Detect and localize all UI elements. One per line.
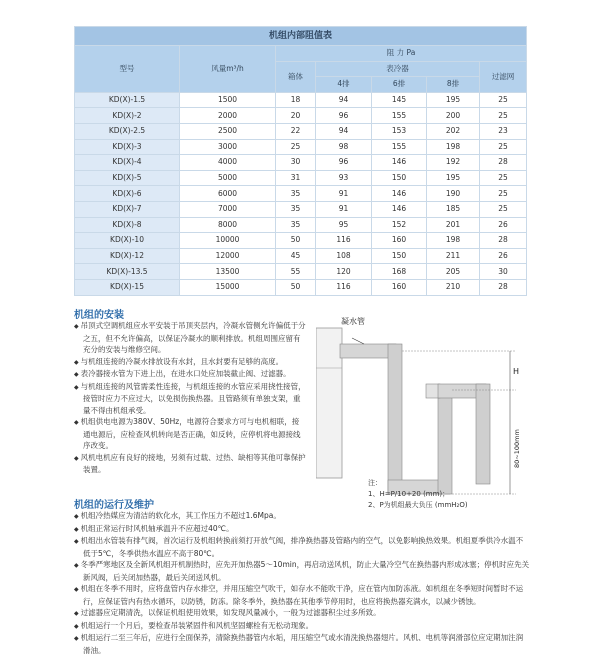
cell-airflow: 2000: [180, 108, 276, 124]
pipe-vertical-down: [388, 344, 402, 492]
cell-row4: 96: [316, 108, 372, 124]
cell-row8: 195: [427, 92, 480, 108]
unit-panel: [316, 328, 342, 478]
dim-80-label: 80~100mm: [513, 429, 521, 468]
header-row6: 6排: [372, 77, 427, 93]
cell-row8: 192: [427, 155, 480, 171]
cell-row4: 94: [316, 92, 372, 108]
cell-model: KD(X)-12: [75, 248, 180, 264]
cell-box: 35: [276, 217, 316, 233]
list-item: ◆ 与机组连接的风管需柔性连接，与机组连接的水管应采用挠性接管，接管时应力不应过大，以免损伤换热器。且管路须有单独支架，重量不得由机组承受。: [74, 381, 306, 417]
cell-filter: 23: [480, 123, 527, 139]
cell-row4: 120: [316, 264, 372, 280]
header-resistance: 阻 力 Pa: [276, 46, 527, 62]
header-box: 箱体: [276, 61, 316, 92]
cell-model: KD(X)-3: [75, 139, 180, 155]
cell-row8: 205: [427, 264, 480, 280]
resistance-table: [74, 26, 526, 296]
list-item: ◆ 过滤器应定期清洗，以保证机组使用效果，如发现风量减小，一般为过滤器积尘过多所致。: [74, 607, 530, 620]
list-item: ◆ 机组供电电源为380V、50Hz，电源符合要求方可与电机相联，接通电源后，应检查风机转向是否正确，如反转，应停机将电源接线序改变。: [74, 416, 306, 452]
cell-row6: 145: [372, 92, 427, 108]
header-row4: 4排: [316, 77, 372, 93]
cell-row4: 116: [316, 279, 372, 295]
note-title: 注：: [368, 479, 382, 487]
cell-row4: 96: [316, 155, 372, 171]
cell-airflow: 5000: [180, 170, 276, 186]
cell-row4: 108: [316, 248, 372, 264]
cell-model: KD(X)-2.5: [75, 123, 180, 139]
operation-list: [74, 510, 530, 656]
cell-row8: 185: [427, 201, 480, 217]
cell-row4: 116: [316, 233, 372, 249]
cell-airflow: 12000: [180, 248, 276, 264]
cell-model: KD(X)-1.5: [75, 92, 180, 108]
cell-filter: 26: [480, 248, 527, 264]
operation-heading: 机组的运行及维护: [74, 500, 154, 511]
list-item: ◆ 表冷器接水管为下进上出，在进水口处应加装截止阀、过滤器。: [74, 368, 306, 381]
cell-row8: 195: [427, 170, 480, 186]
cell-filter: 25: [480, 108, 527, 124]
cell-filter: 25: [480, 201, 527, 217]
install-heading: 机组的安装: [74, 310, 124, 321]
table-row: [75, 264, 527, 280]
cell-model: KD(X)-10: [75, 233, 180, 249]
cell-row8: 211: [427, 248, 480, 264]
list-item: ◆ 机组运行二至三年后，应进行全面保养，清除换热器管内水垢，用压缩空气或水清洗换热器翅片。风机、电机等润滑部位应定期加注润滑油。: [74, 632, 530, 656]
table-row: [75, 233, 527, 249]
pipe-horizontal: [340, 344, 396, 358]
cell-airflow: 3000: [180, 139, 276, 155]
cell-filter: 28: [480, 233, 527, 249]
cell-row4: 95: [316, 217, 372, 233]
cell-model: KD(X)-5: [75, 170, 180, 186]
list-item: ◆ 机组冷热媒应为清洁的软化水，其工作压力不超过1.6Mpa。: [74, 510, 530, 523]
resistance-table-grid: [74, 26, 527, 296]
table-row: [75, 248, 527, 264]
list-item: ◆ 机组出水管装有排气阀，首次运行及机组转换前须打开放气阀，排净换热器及管路内的空气，以免影响换热效果。机组夏季供冷水温不低于5℃，冬季供热水温应不高于80℃。: [74, 535, 530, 559]
cell-box: 35: [276, 201, 316, 217]
cell-row8: 200: [427, 108, 480, 124]
table-row: [75, 201, 527, 217]
cell-row6: 168: [372, 264, 427, 280]
cell-airflow: 10000: [180, 233, 276, 249]
cell-model: KD(X)-2: [75, 108, 180, 124]
cell-row4: 91: [316, 201, 372, 217]
cell-row6: 150: [372, 248, 427, 264]
cell-row8: 201: [427, 217, 480, 233]
header-airflow: 风量m³/h: [180, 46, 276, 93]
cell-row6: 150: [372, 170, 427, 186]
cell-box: 30: [276, 155, 316, 171]
table-title: 机组内部阻值表: [75, 27, 527, 46]
cell-airflow: 8000: [180, 217, 276, 233]
cell-box: 18: [276, 92, 316, 108]
cell-row8: 190: [427, 186, 480, 202]
cell-row6: 160: [372, 279, 427, 295]
cell-filter: 28: [480, 155, 527, 171]
header-row8: 8排: [427, 77, 480, 93]
list-item: ◆ 机组运行一个月后，要检查吊装紧固件和风机坚固螺栓有无松动现象。: [74, 620, 530, 633]
cell-airflow: 2500: [180, 123, 276, 139]
cell-airflow: 7000: [180, 201, 276, 217]
table-row: [75, 108, 527, 124]
table-row: [75, 139, 527, 155]
cell-model: KD(X)-13.5: [75, 264, 180, 280]
table-row: [75, 170, 527, 186]
cell-model: KD(X)-4: [75, 155, 180, 171]
cell-row6: 146: [372, 201, 427, 217]
cell-box: 50: [276, 279, 316, 295]
install-list: [74, 320, 306, 476]
cell-airflow: 1500: [180, 92, 276, 108]
cell-row8: 198: [427, 233, 480, 249]
cell-box: 45: [276, 248, 316, 264]
cell-row6: 155: [372, 139, 427, 155]
cell-airflow: 6000: [180, 186, 276, 202]
cell-model: KD(X)-6: [75, 186, 180, 202]
cell-box: 22: [276, 123, 316, 139]
table-body: [75, 92, 527, 295]
pipe-label: 凝水管: [341, 317, 365, 326]
cell-box: 55: [276, 264, 316, 280]
table-row: [75, 123, 527, 139]
header-coil: 表冷器: [316, 61, 480, 77]
cell-row8: 198: [427, 139, 480, 155]
header-filter: 过滤网: [480, 61, 527, 92]
cell-filter: 25: [480, 139, 527, 155]
cell-row6: 152: [372, 217, 427, 233]
pipe-label-leader: [352, 338, 364, 344]
cell-filter: 26: [480, 217, 527, 233]
note-2: 2、P为机组最大负压 (mmH₂O): [368, 501, 468, 509]
cell-row6: 155: [372, 108, 427, 124]
diagram-notes: [368, 478, 538, 511]
cell-row4: 98: [316, 139, 372, 155]
cell-row4: 91: [316, 186, 372, 202]
cell-row8: 210: [427, 279, 480, 295]
list-item: ◆ 机组在冬季不用时，应将盘管内存水排空，并用压缩空气吹干，如存水不能吹干净，应在管内加防冻液。如机组在冬季短时间暂时不运行，应保证管内有热水循环，以防锈，防冻。除冬季外，换热器在其他季节停用时，也应将换热器充满水，以减少锈蚀。: [74, 583, 530, 607]
pipe-outlet-down: [476, 384, 490, 484]
table-row: [75, 279, 527, 295]
cell-airflow: 4000: [180, 155, 276, 171]
cell-model: KD(X)-8: [75, 217, 180, 233]
cell-filter: 25: [480, 170, 527, 186]
cell-row6: 146: [372, 186, 427, 202]
header-model: 型号: [75, 46, 180, 93]
cell-box: 31: [276, 170, 316, 186]
cell-box: 35: [276, 186, 316, 202]
cell-row4: 94: [316, 123, 372, 139]
cell-row4: 93: [316, 170, 372, 186]
cell-filter: 28: [480, 279, 527, 295]
cell-filter: 25: [480, 186, 527, 202]
note-1: 1、H=P/10+20 (mm)；: [368, 490, 450, 498]
cell-filter: 30: [480, 264, 527, 280]
list-item: ◆ 与机组连接的冷凝水排放设有水封，且水封要有足够的高度。: [74, 356, 306, 369]
list-item: ◆ 吊顶式空调机组应水平安装于吊顶夹层内，冷凝水管侧允许偏低于分之五，但不允许偏高，以保证冷凝水的顺利排放。机组周围应留有充分的安装与维修空间。: [74, 320, 306, 356]
table-row: [75, 155, 527, 171]
cell-row6: 153: [372, 123, 427, 139]
cell-row6: 146: [372, 155, 427, 171]
table-row: [75, 186, 527, 202]
cell-model: KD(X)-7: [75, 201, 180, 217]
list-item: ◆ 冬季严寒地区及全新风机组开机制热时，应先开加热器5～10min，再启动送风机，防止大量冷空气在换热器内形成冰塞；停机时应先关新风阀，后关闭加热器，最后关闭送风机。: [74, 559, 530, 583]
cell-box: 20: [276, 108, 316, 124]
cell-airflow: 15000: [180, 279, 276, 295]
cell-row6: 160: [372, 233, 427, 249]
cell-box: 50: [276, 233, 316, 249]
table-row: [75, 217, 527, 233]
list-item: ◆ 风机电机应有良好的接地，另须有过载、过热、缺相等其他可靠保护装置。: [74, 452, 306, 476]
cell-model: KD(X)-15: [75, 279, 180, 295]
table-row: [75, 92, 527, 108]
cell-filter: 25: [480, 92, 527, 108]
cell-airflow: 13500: [180, 264, 276, 280]
dim-h-label: H: [513, 367, 520, 376]
list-item: ◆ 机组正常运行时风机轴承温升不应超过40℃。: [74, 523, 530, 536]
cell-box: 25: [276, 139, 316, 155]
cell-row8: 202: [427, 123, 480, 139]
